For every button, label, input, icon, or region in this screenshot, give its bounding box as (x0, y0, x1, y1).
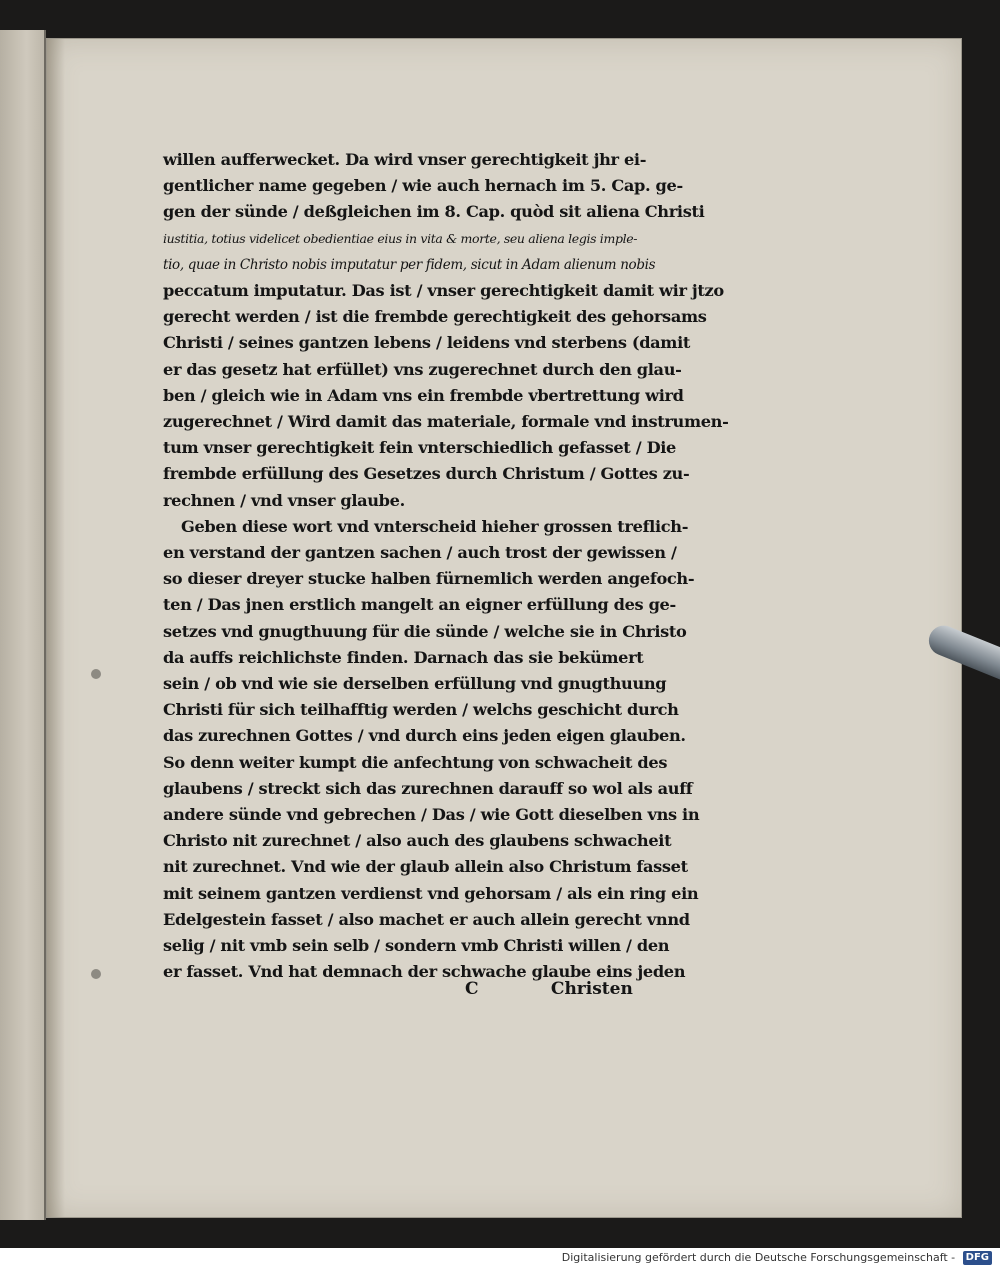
text-line: tum vnser gerechtigkeit fein vnterschiedlich gefasset / Die (163, 438, 677, 458)
previous-page-edge (0, 30, 46, 1220)
binding-hole (91, 669, 101, 679)
text-line: andere sünde vnd gebrechen / Das / wie Gott dieselben vns in (163, 805, 700, 825)
text-line: selig / nit vmb sein selb / sondern vmb Christi willen / den (163, 936, 670, 956)
text-line: glaubens / streckt sich das zurechnen darauff so wol als auff (163, 778, 693, 798)
text-line: tio, quae in Christo nobis imputatur per fidem, sicut in Adam alienum nobis (163, 256, 656, 273)
catchword: Christen (550, 979, 633, 999)
text-line: Edelgestein fasset / also machet er auch allein gerecht vnnd (163, 909, 690, 929)
text-line: so dieser dreyer stucke halben fürnemlich werden angefoch- (163, 569, 695, 589)
text-line: er fasset. Vnd hat demnach der schwache glaube eins jeden (163, 962, 686, 982)
text-line: mit seinem gantzen verdienst vnd gehorsam / als ein ring ein (163, 883, 699, 903)
binding-hole (91, 969, 101, 979)
text-line: Christi für sich teilhafftig werden / welchs geschicht durch (163, 700, 679, 720)
page-footer-marks (465, 979, 633, 999)
text-line: gentlicher name gegeben / wie auch hernach im 5. Cap. ge- (163, 176, 683, 196)
text-line: rechnen / vnd vnser glaube. (163, 490, 405, 510)
text-line: en verstand der gantzen sachen / auch trost der gewissen / (163, 543, 677, 563)
text-line: frembde erfüllung des Gesetzes durch Christum / Gottes zu- (163, 464, 690, 484)
text-line: er das gesetz hat erfüllet) vns zugerechnet durch den glau- (163, 359, 682, 379)
text-line: gen der sünde / deßgleichen im 8. Cap. quòd sit aliena Christi (163, 202, 705, 222)
book-page (46, 38, 962, 1218)
text-line: willen aufferwecket. Da wird vnser gerechtigkeit jhr ei- (163, 150, 647, 169)
text-line: sein / ob vnd wie sie derselben erfüllung vnd gnugthuung (163, 674, 667, 694)
page-text (163, 147, 753, 986)
footer-credit: Digitalisierung gefördert durch die Deutsche Forschungsgemeinschaft - (561, 1251, 956, 1264)
text-line: gerecht werden / ist die frembde gerechtigkeit des gehorsams (163, 307, 707, 327)
text-line: zugerechnet / Wird damit das materiale, formale vnd instrumen- (163, 412, 729, 432)
text-line: nit zurechnet. Vnd wie der glaub allein also Christum fasset (163, 857, 688, 877)
text-line: setzes vnd gnugthuung für die sünde / welche sie in Christo (163, 621, 687, 641)
footer-bar (0, 1248, 1000, 1268)
text-line: das zurechnen Gottes / vnd durch eins jeden eigen glauben. (163, 726, 686, 746)
text-line: ten / Das jnen erstlich mangelt an eigner erfüllung des ge- (163, 595, 676, 615)
text-line: So denn weiter kumpt die anfechtung von schwacheit des (163, 752, 668, 772)
text-line: da auffs reichlichste finden. Darnach das sie bekümert (163, 647, 644, 667)
text-line: Geben diese wort vnd vnterscheid hieher grossen treflich- (181, 516, 689, 536)
text-line: peccatum imputatur. Das ist / vnser gerechtigkeit damit wir jtzo (163, 281, 724, 301)
text-line: ben / gleich wie in Adam vns ein frembde vbertrettung wird (163, 385, 684, 405)
text-line: iustitia, totius videlicet obedientiae eius in vita & morte, seu aliena legis imple- (163, 230, 638, 246)
text-line: Christi / seines gantzen lebens / leidens vnd sterbens (damit (163, 333, 691, 353)
text-line: Christo nit zurechnet / also auch des glaubens schwacheit (163, 831, 672, 851)
dfg-logo: DFG (963, 1251, 992, 1265)
signature-mark: C (465, 979, 479, 999)
